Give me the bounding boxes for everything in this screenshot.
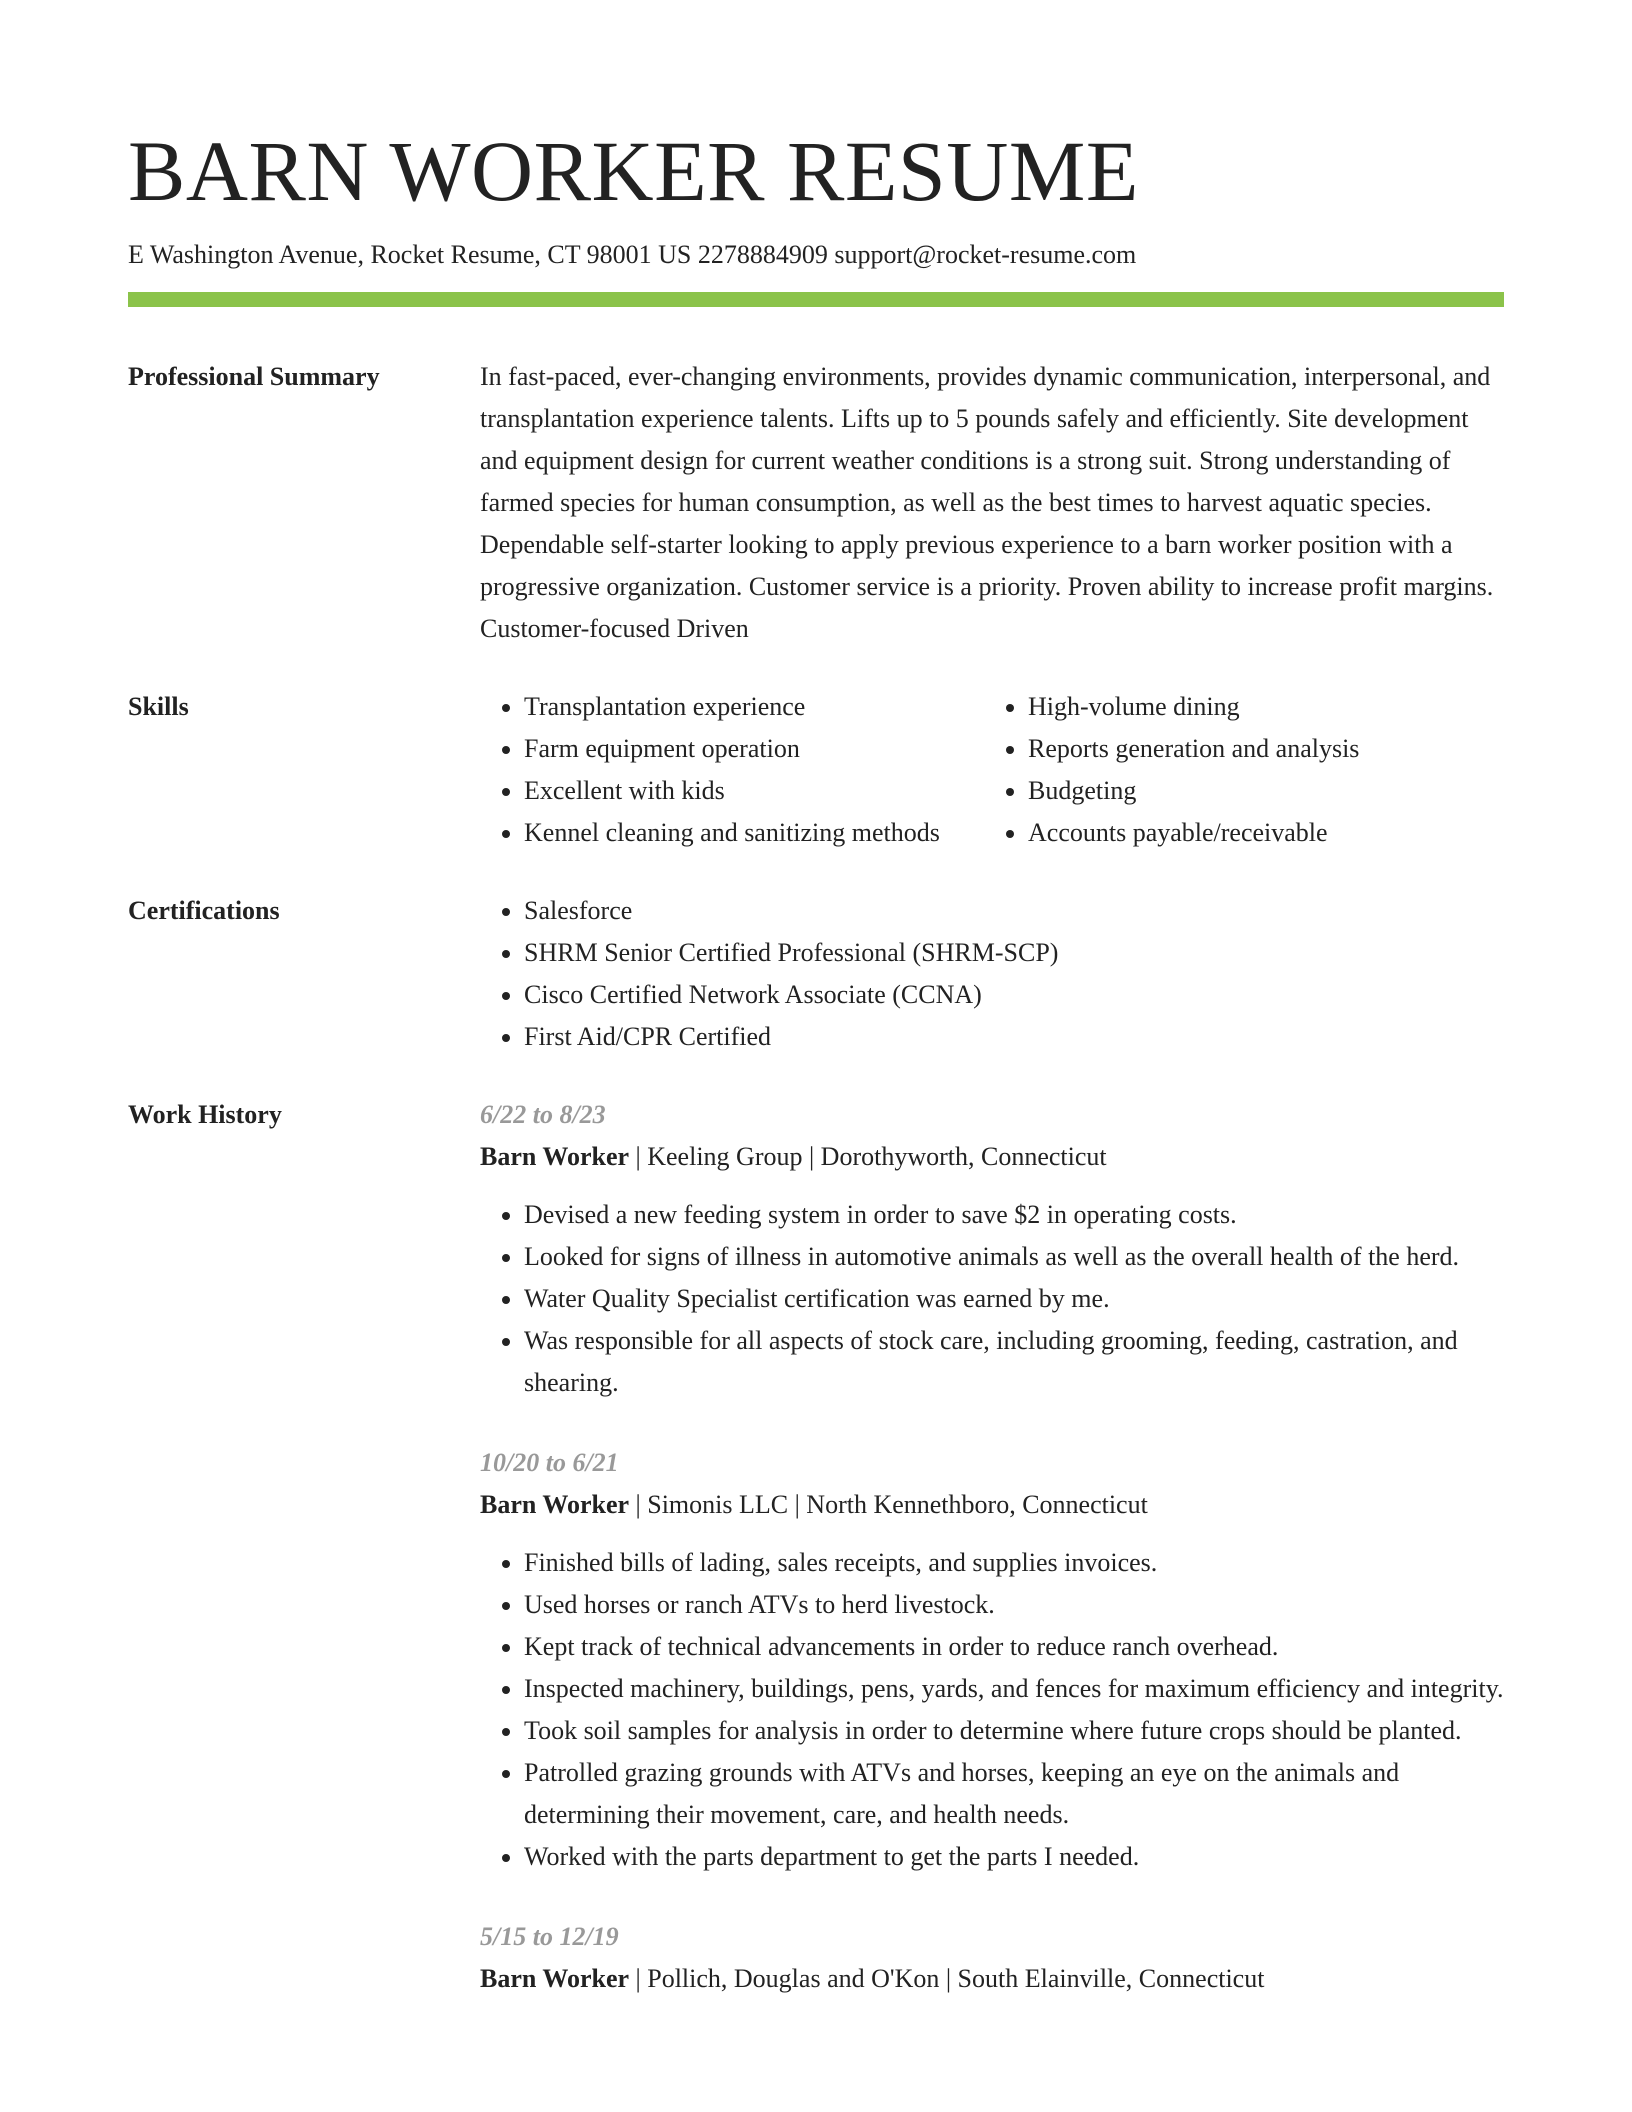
list-item: • Kept track of technical advancements in order to reduce ranch overhead.: [524, 1626, 1504, 1668]
list-item: • Kennel cleaning and sanitizing methods: [524, 812, 984, 854]
job-title: Barn Worker: [480, 1141, 630, 1171]
list-item: • High-volume dining: [1028, 686, 1359, 728]
section-label: Skills: [128, 691, 189, 721]
list-item: • Salesforce: [524, 890, 1504, 932]
job-dates: 5/15 to 12/19: [480, 1921, 619, 1951]
accent-rule: [128, 292, 1504, 307]
job-title: Barn Worker: [480, 1489, 630, 1519]
section-label: Professional Summary: [128, 361, 380, 391]
list-item: • Transplantation experience: [524, 686, 984, 728]
list-item: • SHRM Senior Certified Professional (SHRM-SCP): [524, 932, 1504, 974]
summary-section: [128, 356, 1504, 650]
summary-text: In fast-paced, ever-changing environments, provides dynamic communication, interpersonal, and transplantation experience talents. Lifts up to 5 pounds safely and efficiently. Site development and equipment design for current weather conditions is a strong suit. Strong understanding of farmed species for human consumption, as well as the best times to harvest aquatic species. Dependable self-starter looking to apply previous experience to a barn worker position with a progressive organization. Customer service is a priority. Proven ability to increase profit margins. Customer-focused Driven: [480, 361, 1494, 643]
job-role: [480, 1136, 1504, 1178]
job-details: | Pollich, Douglas and O'Kon | South Elainville, Connecticut: [629, 1963, 1265, 1993]
list-item: • Reports generation and analysis: [1028, 728, 1359, 770]
list-item: • Cisco Certified Network Associate (CCNA): [524, 974, 1504, 1016]
list-item: • Devised a new feeding system in order to save $2 in operating costs.: [524, 1194, 1504, 1236]
resume-page: [128, 118, 1504, 2038]
skills-list-col1: [480, 686, 984, 854]
job-entry: [480, 1442, 1504, 1878]
resume-title: BARN WORKER RESUME: [128, 123, 1139, 219]
job-details: | Simonis LLC | North Kennethboro, Connecticut: [629, 1489, 1148, 1519]
work-history-section: [128, 1094, 1504, 2038]
job-dates: 10/20 to 6/21: [480, 1447, 619, 1477]
list-item: • Used horses or ranch ATVs to herd livestock.: [524, 1584, 1504, 1626]
list-item: • Budgeting: [1028, 770, 1359, 812]
list-item: • Worked with the parts department to get the parts I needed.: [524, 1836, 1504, 1878]
list-item: • Inspected machinery, buildings, pens, yards, and fences for maximum efficiency and integrity.: [524, 1668, 1504, 1710]
job-details: | Keeling Group | Dorothyworth, Connecticut: [629, 1141, 1107, 1171]
list-item: • Patrolled grazing grounds with ATVs and horses, keeping an eye on the animals and determining their movement, care, and health needs.: [524, 1752, 1504, 1836]
skills-list-col2: [984, 686, 1359, 854]
job-role: [480, 1484, 1504, 1526]
job-entry: [480, 1916, 1504, 2000]
list-item: • Took soil samples for analysis in order to determine where future crops should be planted.: [524, 1710, 1504, 1752]
job-dates: 6/22 to 8/23: [480, 1099, 606, 1129]
skills-section: [128, 686, 1504, 854]
job-entry: [480, 1094, 1504, 1404]
list-item: • Excellent with kids: [524, 770, 984, 812]
section-label: Work History: [128, 1099, 282, 1129]
section-label: Certifications: [128, 895, 280, 925]
list-item: • Finished bills of lading, sales receipts, and supplies invoices.: [524, 1542, 1504, 1584]
job-title: Barn Worker: [480, 1963, 630, 1993]
list-item: • First Aid/CPR Certified: [524, 1016, 1504, 1058]
job-role: [480, 1958, 1504, 2000]
list-item: • Accounts payable/receivable: [1028, 812, 1359, 854]
job-bullets: [480, 1194, 1504, 1404]
list-item: • Looked for signs of illness in automotive animals as well as the overall health of the herd.: [524, 1236, 1504, 1278]
list-item: • Was responsible for all aspects of stock care, including grooming, feeding, castration, and shearing.: [524, 1320, 1504, 1404]
job-bullets: [480, 1542, 1504, 1878]
certifications-list: [480, 890, 1504, 1058]
list-item: • Farm equipment operation: [524, 728, 984, 770]
certifications-section: [128, 890, 1504, 1058]
list-item: • Water Quality Specialist certification was earned by me.: [524, 1278, 1504, 1320]
contact-line: E Washington Avenue, Rocket Resume, CT 98001 US 2278884909 support@rocket-resume.com: [128, 240, 1137, 269]
